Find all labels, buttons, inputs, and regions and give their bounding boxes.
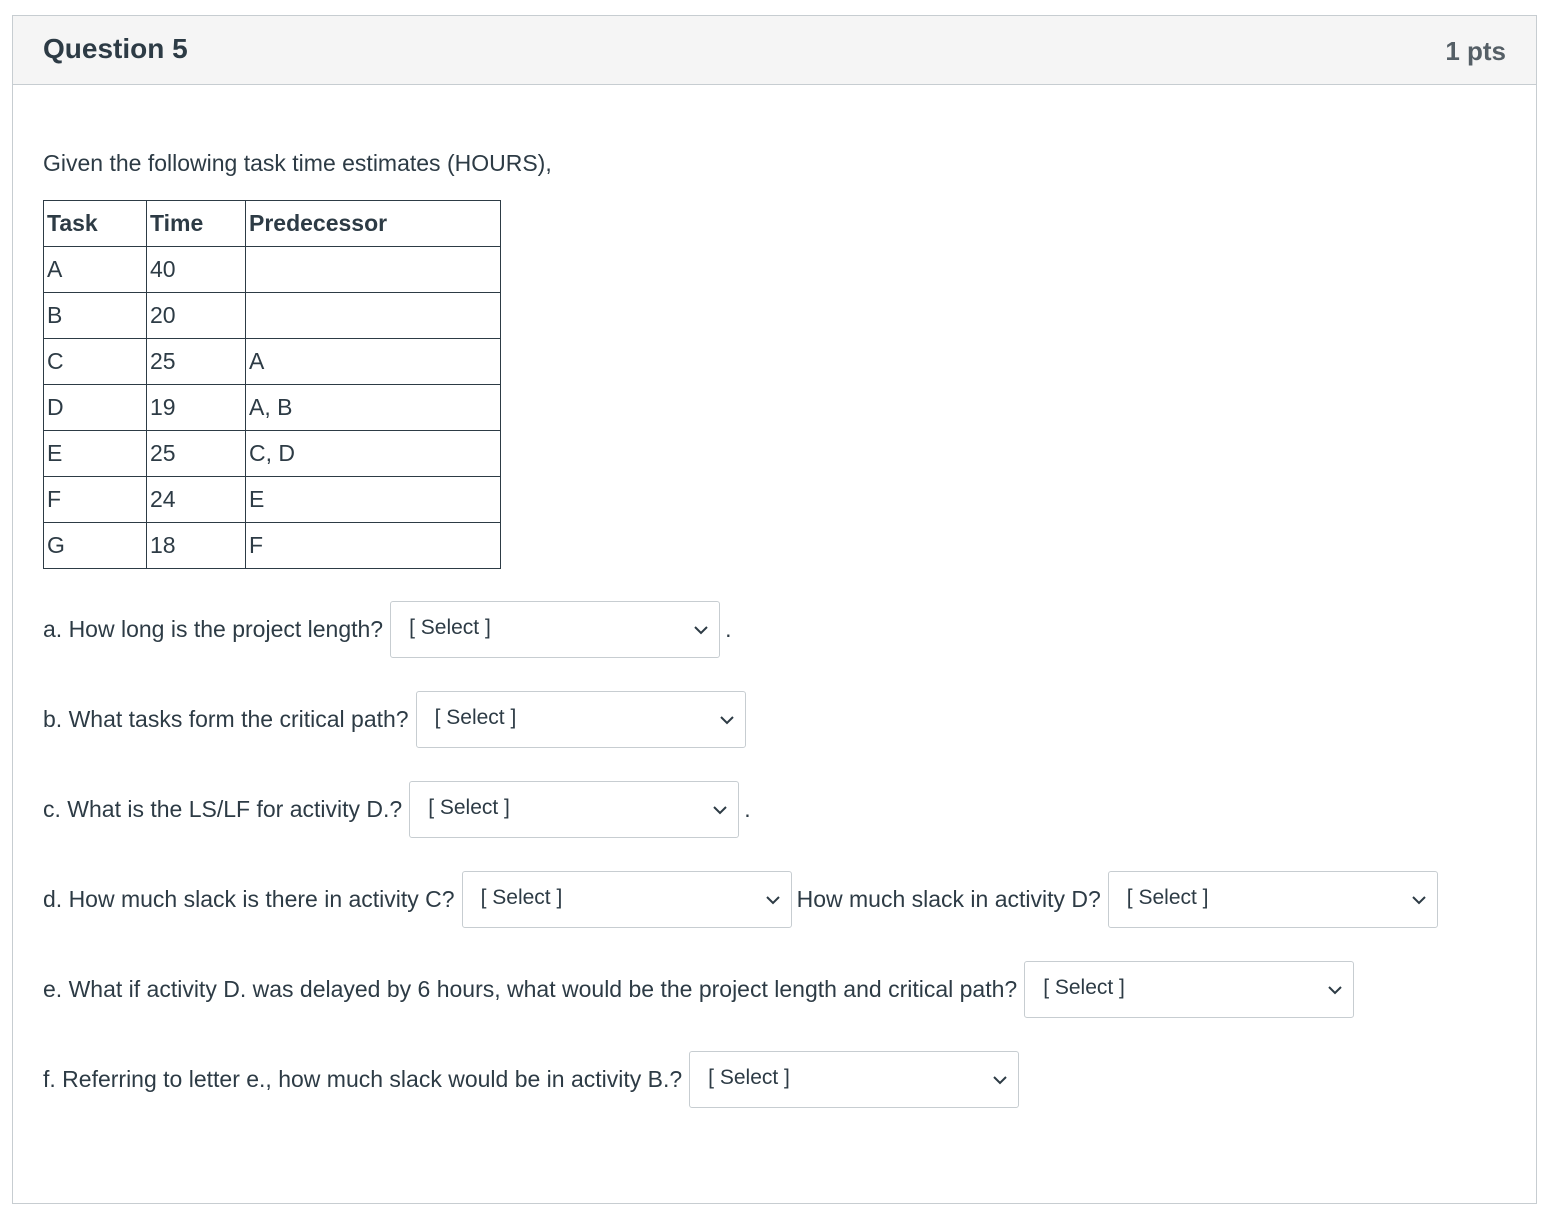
question-body — [43, 86, 1516, 1203]
table-row — [44, 477, 501, 523]
cell-predecessor: A, B — [246, 385, 501, 431]
question-f-select[interactable] — [689, 1051, 1019, 1108]
question-c-text: c. What is the LS/LF for activity D.? — [43, 795, 403, 822]
cell-task: G — [44, 523, 147, 569]
cell-time: 25 — [147, 339, 246, 385]
cell-time: 24 — [147, 477, 246, 523]
intro-text: Given the following task time estimates (HOURS), — [43, 150, 552, 176]
cell-task: E — [44, 431, 147, 477]
question-points: 1 pts — [1445, 36, 1506, 66]
cell-predecessor: C, D — [246, 431, 501, 477]
chevron-down-icon — [693, 622, 709, 638]
cell-task: F — [44, 477, 147, 523]
question-a-text: a. How long is the project length? — [43, 615, 384, 642]
select-value: [ Select ] — [409, 615, 491, 639]
question-a — [43, 600, 731, 658]
question-c — [43, 780, 751, 838]
cell-time: 20 — [147, 293, 246, 339]
cell-time: 40 — [147, 247, 246, 293]
question-d-text: d. How much slack is there in activity C? — [43, 885, 455, 912]
question-f — [43, 1050, 1024, 1108]
question-header — [13, 16, 1536, 85]
cell-time: 19 — [147, 385, 246, 431]
question-d — [43, 870, 1443, 928]
chevron-down-icon — [992, 1072, 1008, 1088]
question-d-select-c[interactable] — [462, 871, 792, 928]
question-d-text2: How much slack in activity D? — [796, 885, 1101, 912]
question-e-select[interactable] — [1024, 961, 1354, 1018]
question-title: Question 5 — [43, 33, 188, 64]
cell-predecessor: F — [246, 523, 501, 569]
cell-predecessor — [246, 247, 501, 293]
cell-predecessor — [246, 293, 501, 339]
select-value: [ Select ] — [1126, 885, 1209, 909]
select-value: [ Select ] — [708, 1065, 790, 1089]
chevron-down-icon — [1411, 892, 1427, 908]
question-a-select[interactable] — [390, 601, 720, 658]
cell-time: 18 — [147, 523, 246, 569]
cell-task: A — [44, 247, 147, 293]
question-e-text: e. What if activity D. was delayed by 6 hours, what would be the project length and critical path? — [43, 975, 1018, 1002]
question-c-select[interactable] — [409, 781, 739, 838]
cell-time: 25 — [147, 431, 246, 477]
question-b-text: b. What tasks form the critical path? — [43, 705, 409, 732]
table-header-row — [44, 201, 501, 247]
select-value: [ Select ] — [1043, 975, 1125, 999]
cell-task: D — [44, 385, 147, 431]
chevron-down-icon — [719, 712, 735, 728]
header-time: Time — [147, 201, 246, 247]
chevron-down-icon — [712, 802, 728, 818]
table-row — [44, 293, 501, 339]
chevron-down-icon — [765, 892, 781, 908]
table-row — [44, 431, 501, 477]
table-row — [44, 339, 501, 385]
cell-task: C — [44, 339, 147, 385]
cell-task: B — [44, 293, 147, 339]
question-card — [12, 15, 1537, 1204]
chevron-down-icon — [1327, 982, 1343, 998]
header-predecessor: Predecessor — [246, 201, 501, 247]
question-a-suffix: . — [725, 615, 732, 642]
table-row — [44, 523, 501, 569]
question-c-suffix: . — [744, 795, 751, 822]
question-d-select-d[interactable] — [1108, 871, 1438, 928]
select-value: [ Select ] — [480, 885, 563, 909]
question-b — [43, 690, 751, 748]
select-value: [ Select ] — [428, 795, 510, 819]
cell-predecessor: E — [246, 477, 501, 523]
task-table — [43, 200, 501, 569]
table-row — [44, 247, 501, 293]
question-b-select[interactable] — [416, 691, 746, 748]
header-task: Task — [44, 201, 147, 247]
question-e — [43, 960, 1359, 1018]
select-value: [ Select ] — [434, 705, 517, 729]
table-row — [44, 385, 501, 431]
question-f-text: f. Referring to letter e., how much slack would be in activity B.? — [43, 1065, 683, 1092]
cell-predecessor: A — [246, 339, 501, 385]
